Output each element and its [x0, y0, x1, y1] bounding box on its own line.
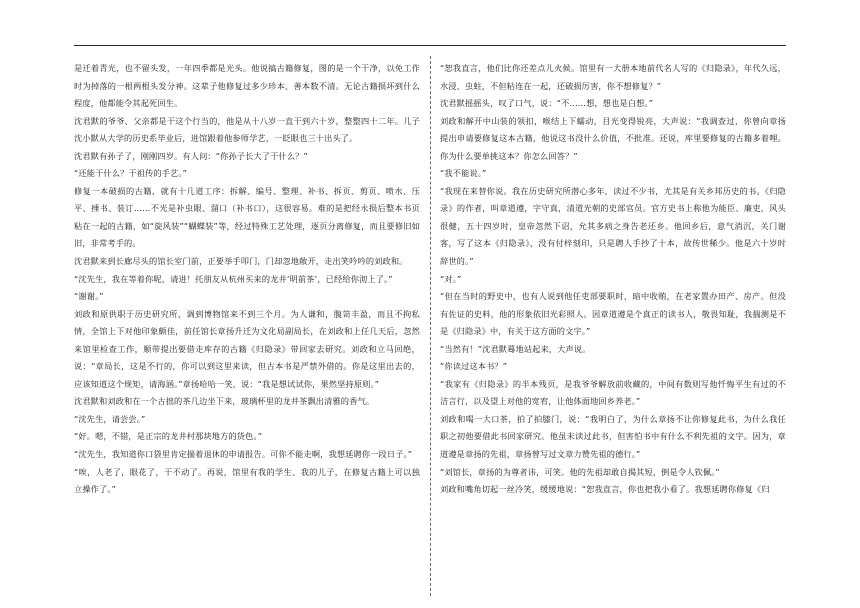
header-rule	[74, 45, 786, 46]
paragraph: 修复一本破损的古籍，就有十几道工序：拆解、编号、整理、补书、拆页、剪页、喷水、压平、捶书、装订……不光是补虫眼、溜口（补书口），这很容易。难的是把经永损后整本书页粘在一起的古籍，如“旋风装”“蝴蝶装”等，经过特殊工艺处理，逐页分离修复，而且要修旧如旧，非常考手的。	[74, 185, 420, 249]
paragraph: “你读过这本书？”	[440, 361, 508, 372]
paragraph: “但在当时的野史中，也有人说到他任吏部要职时，暗中收贿，在老家置办田产、房产。但没有佐证的史料，他的形象依旧光彩照人。因章道遵是个真正的读书人，敬畏知耻，我揣测是不是《归隐录》中，有关于这方面的文字。”	[440, 291, 786, 337]
paragraph: “对。”	[440, 273, 462, 284]
right-column	[440, 60, 786, 499]
paragraph: 沈君默有孙子了，刚刚四岁。有人问：“你孙子长大了干什么？”	[74, 150, 308, 161]
paragraph: “还能干什么？干祖传的手艺。”	[74, 168, 188, 179]
paragraph: “当然有！”沈君默蓦地站起来，大声说。	[440, 343, 591, 354]
paragraph: 刘政和解开中山装的领扣，喉结上下蠕动，目光变得锐亮，大声说：“我调查过，你曾向章扬提出申请要修复这本古籍，他说这书没什么价值，不批准。还说，库里要修复的古籍多着哩。你为什么要单挑这本？你怎么回答？”	[440, 115, 786, 161]
paragraph: “我现在来替你说。我在历史研究所潜心多年，读过不少书，尤其是有关乡邦历史的书。《归隐录》的作者，叫章道遵，字守真，清道光朝的史部官员。官方史书上称他为能臣、廉吏，风头很健，五十四岁时，皇帝忽然下诏，允其多病之身告老还乡。他回乡后，意气消沉，关门谢客，写了这本《归隐录》，没有付梓刻印，只是聘人手抄了十本，故传世稀少。他是六十岁时辞世的。”	[440, 185, 786, 267]
paragraph: “好。嗯，不错，是正宗的龙井村那块地方的货色。”	[74, 431, 263, 442]
paragraph: “沈先生，我知道你口袋里肯定揣着退休的申请报告。可你不能走啊，我想延聘你一段日子。”	[74, 449, 413, 460]
paragraph: 沈君默来到长廊尽头的馆长室门前，正要举手叩门，门却忽地敞开，走出笑吟吟的刘政和。	[74, 256, 408, 267]
paragraph: 刘政和喝一大口茶，拍了拍膝门，说：“我明白了，为什么章扬不让你修复此书，为什么我任职之初他要借此书回家研究。他虽未读过此书，但害怕书中有什么不利先祖的文字。因为，章道遵是章扬的先祖，章扬曾写过文章力赞先祖的德行。”	[440, 413, 786, 460]
paragraph: 刘政和嘴角切起一丝冷笑，缓缓地说：“恕我直言，你也把我小看了。我想延聘你修复《归	[440, 484, 770, 495]
paragraph: “恕我直言，他们比你还差点儿火候。馆里有一大册本地前代名人写的《归隐录》，年代久远，水浸、虫蛀，不但粘连在一起，还破损厉害，你不想修复？”	[440, 63, 786, 91]
column-divider	[430, 56, 431, 596]
paragraph: “沈先生，我在等着你呢，请进！托朋友从杭州买来的龙井‘明前茶’，已经给你沏上了。”	[74, 273, 393, 284]
paragraph: “刘馆长，章扬的为尊者讳，可笑。他的先祖却敢自揭其短，倒是令人钦佩。”	[440, 466, 720, 477]
paragraph: 沈君默摇摇头，叹了口气，说：“不……想，想也是白想。”	[440, 98, 654, 109]
paragraph: 刘政和原供职于历史研究所，调到博物馆来不到三个月。为人谦和，腹笥丰盈，而且不拘私情，全馆上下对他印象颇佳，前任馆长章扬升迁为文化局副局长，在刘政和上任几天后，忽然来馆里检查工作，顺带提出要借走库存的古籍《归隐录》带回家去研究。刘政和立马回绝，说：“章局长，这是不行的，你可以到这里来读，但古本书是严禁外借的。你是这里出去的，应该知道这个规矩，请海涵。”章扬哈哈一笑，说：“我是想试试你，果然坚持原则。”	[74, 308, 420, 389]
paragraph: “沈先生，请尝尝。”	[74, 413, 146, 424]
paragraph: “唉，人老了，眼花了，干不动了。再说，馆里有我的学生、我的儿子，在修复古籍上可以独立操作了。”	[74, 466, 420, 495]
paragraph: 沈君默的爷爷、父亲都是干这个行当的，他是从十八岁一直干到六十岁，整整四十二年。儿子沈小默从大学的历史系毕业后，进馆跟着他参师学艺，一眨眼也三十出头了。	[74, 115, 420, 144]
left-column	[74, 60, 420, 499]
paragraph: 是迁着青光，也不留头发，一年四季都是光头。他说搞古籍修复，图的是一个干净，以免工作时为掉落的一根两根头发分神。这辈子他修复过多少珍本、善本数不清。无论古籍损坏到什么程度，他都能令其起死回生。	[74, 63, 420, 109]
paragraph: “谢谢。”	[74, 291, 104, 302]
paragraph: 沈君默和刘政和在一个古拙的茶几边坐下来，玻璃杯里的龙井茶飘出清雅的香气。	[74, 396, 375, 407]
paragraph: “我家有《归隐录》的半本残页，是我爷爷解放前收藏的，中间有数则写他忏悔平生有过的不洁言行，以及望上对他的宽宥，让他体面地回乡养老。”	[440, 378, 786, 407]
paragraph: “我不能说。”	[440, 168, 487, 179]
